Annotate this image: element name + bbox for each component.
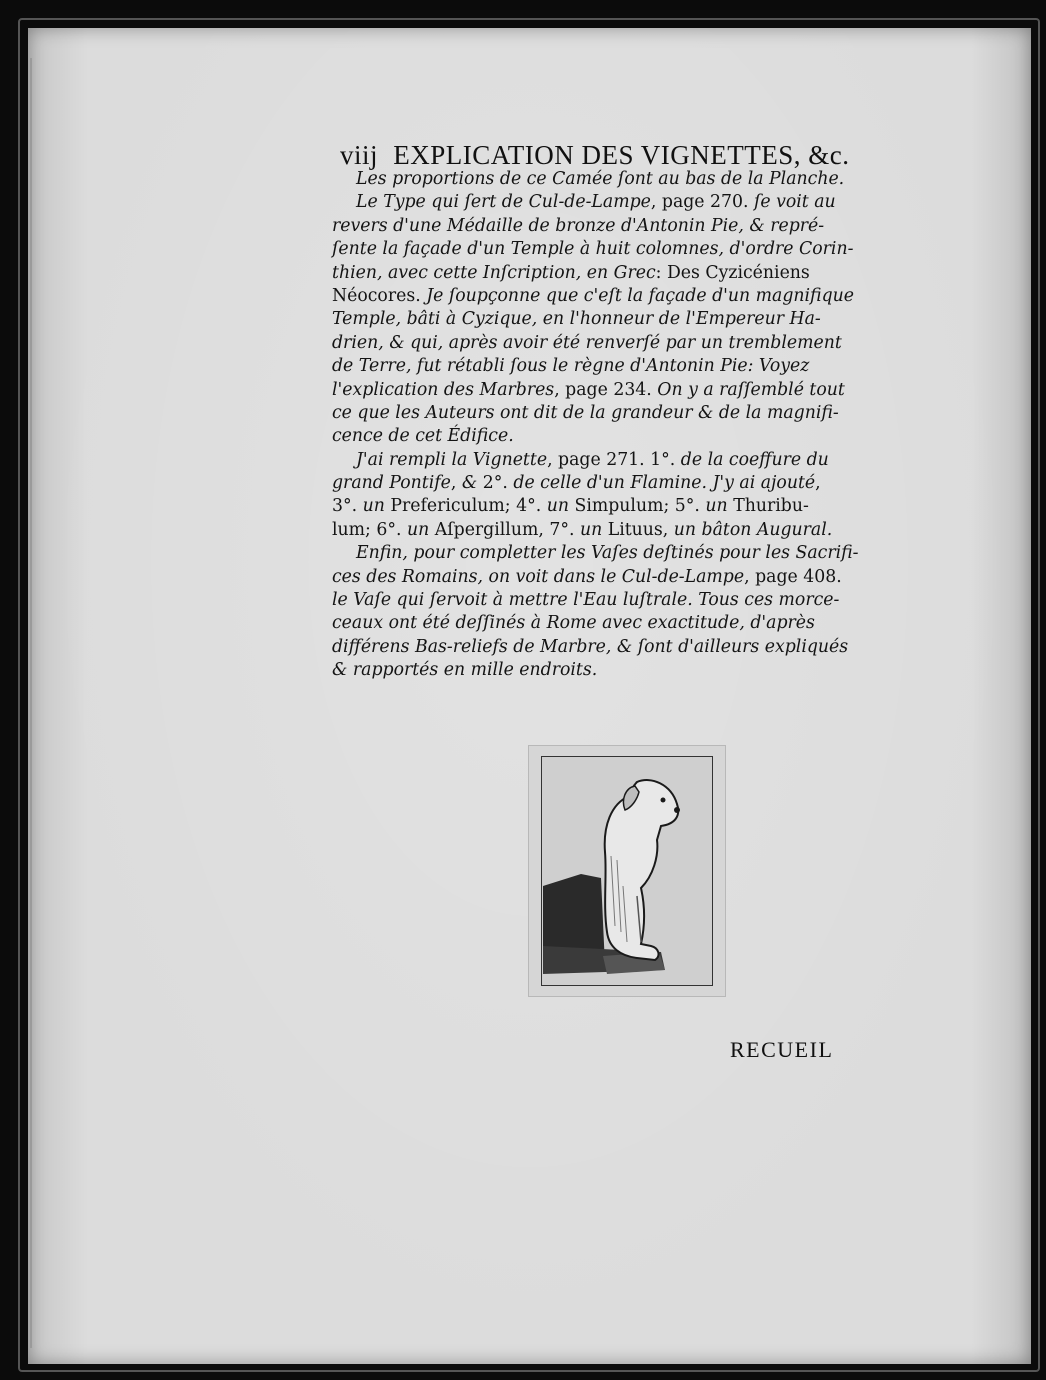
engraving-illustration	[528, 745, 726, 997]
text-line	[332, 332, 888, 355]
running-header	[340, 140, 880, 171]
text-segment: thien, avec cette Inſcription, en Grec	[332, 262, 656, 283]
text-segment: l'explication des Marbres	[332, 379, 555, 400]
text-line	[332, 425, 888, 448]
text-segment: de la coeffure du	[680, 449, 829, 470]
text-line	[332, 542, 888, 565]
text-segment: lum; 6°.	[332, 519, 407, 540]
text-line	[332, 612, 888, 635]
text-segment: , page 271. 1°.	[547, 449, 681, 470]
text-line	[332, 402, 888, 425]
text-segment: Thuribu-	[733, 496, 809, 517]
text-segment: Le Type qui ſert de Cul-de-Lampe	[356, 192, 651, 213]
text-segment: grand Pontife	[332, 473, 451, 494]
text-segment: différens Bas-reliefs de Marbre, & ſont d'ailleurs expliqués	[332, 636, 849, 657]
text-line	[332, 472, 888, 495]
text-segment: Je ſoupçonne que c'eſt la façade d'un magnifique	[426, 285, 854, 306]
text-segment: ſente la façade d'un Temple à huit colomnes, d'ordre Corin-	[332, 239, 854, 260]
text-line	[332, 589, 888, 612]
page-folio: viij	[340, 140, 379, 170]
text-line	[332, 449, 888, 472]
text-line	[332, 191, 888, 214]
text-segment: de celle d'un Flamine. J'y ai ajouté	[513, 473, 816, 494]
text-segment: Enfin, pour completter les Vaſes deſtinés pour les Sacrifi-	[356, 543, 859, 564]
text-segment: Prefericulum; 4°.	[390, 496, 547, 517]
text-segment: , page 270.	[650, 192, 754, 213]
text-segment: un	[579, 519, 608, 540]
catchword: RECUEIL	[730, 1037, 834, 1062]
body-text	[332, 168, 888, 683]
text-segment: ,	[815, 473, 821, 494]
text-line	[332, 495, 888, 518]
text-segment: ſe voit au	[754, 192, 836, 213]
text-line	[332, 379, 888, 402]
text-segment: , page 234.	[554, 379, 658, 400]
text-line	[332, 308, 888, 331]
text-segment: , page 408.	[744, 566, 842, 587]
text-segment: 3°.	[332, 496, 363, 517]
text-line	[332, 659, 888, 682]
text-segment: 2°.	[482, 473, 514, 494]
text-line	[332, 519, 888, 542]
text-segment: un	[362, 496, 391, 517]
text-segment: Néocores.	[332, 285, 427, 306]
text-line	[332, 355, 888, 378]
text-segment: un	[406, 519, 435, 540]
text-line	[332, 238, 888, 261]
header-title: EXPLICATION DES VIGNETTES, &c.	[393, 140, 850, 170]
text-segment: &	[461, 473, 483, 494]
text-line	[332, 215, 888, 238]
text-segment: Temple, bâti à Cyzique, en l'honneur de l'Empereur Ha-	[332, 309, 821, 330]
text-segment: J'ai rempli la Vignette	[356, 449, 548, 470]
dog-figure-image	[541, 756, 713, 986]
text-segment: ceaux ont été deſſinés à Rome avec exactitude, d'après	[332, 613, 815, 634]
text-segment: ,	[450, 473, 462, 494]
text-segment: de Terre, fut rétabli ſous le règne d'Antonin Pie: Voyez	[332, 356, 810, 377]
text-line	[332, 285, 888, 308]
page-fold-line	[30, 58, 32, 1348]
text-segment: On y a raſſemblé tout	[657, 379, 845, 400]
text-line	[332, 262, 888, 285]
text-line	[332, 168, 888, 191]
text-segment: Simpulum; 5°.	[574, 496, 706, 517]
text-segment: un	[546, 496, 575, 517]
text-segment: revers d'une Médaille de bronze d'Antonin Pie, & repré-	[332, 215, 825, 236]
text-segment: un	[705, 496, 734, 517]
text-segment: Aſpergillum, 7°.	[434, 519, 580, 540]
text-segment: un bâton Augural.	[673, 519, 833, 540]
text-line	[332, 636, 888, 659]
text-segment: Lituus,	[607, 519, 674, 540]
text-segment: & rapportés en mille endroits.	[332, 660, 598, 681]
text-segment: le Vaſe qui ſervoit à mettre l'Eau luſtrale. Tous ces morce-	[332, 590, 840, 611]
text-segment: ces des Romains, on voit dans le Cul-de-Lampe	[332, 566, 745, 587]
text-segment: drien, & qui, après avoir été renverſé par un tremblement	[332, 332, 842, 353]
text-segment: Les proportions de ce Camée ſont au bas de la Planche.	[356, 169, 845, 189]
text-segment: ce que les Auteurs ont dit de la grandeur & de la magnifi-	[332, 402, 839, 423]
text-segment: cence de cet Édifice.	[332, 426, 514, 447]
text-segment: : Des Cyzicéniens	[655, 262, 810, 283]
text-line	[332, 566, 888, 589]
